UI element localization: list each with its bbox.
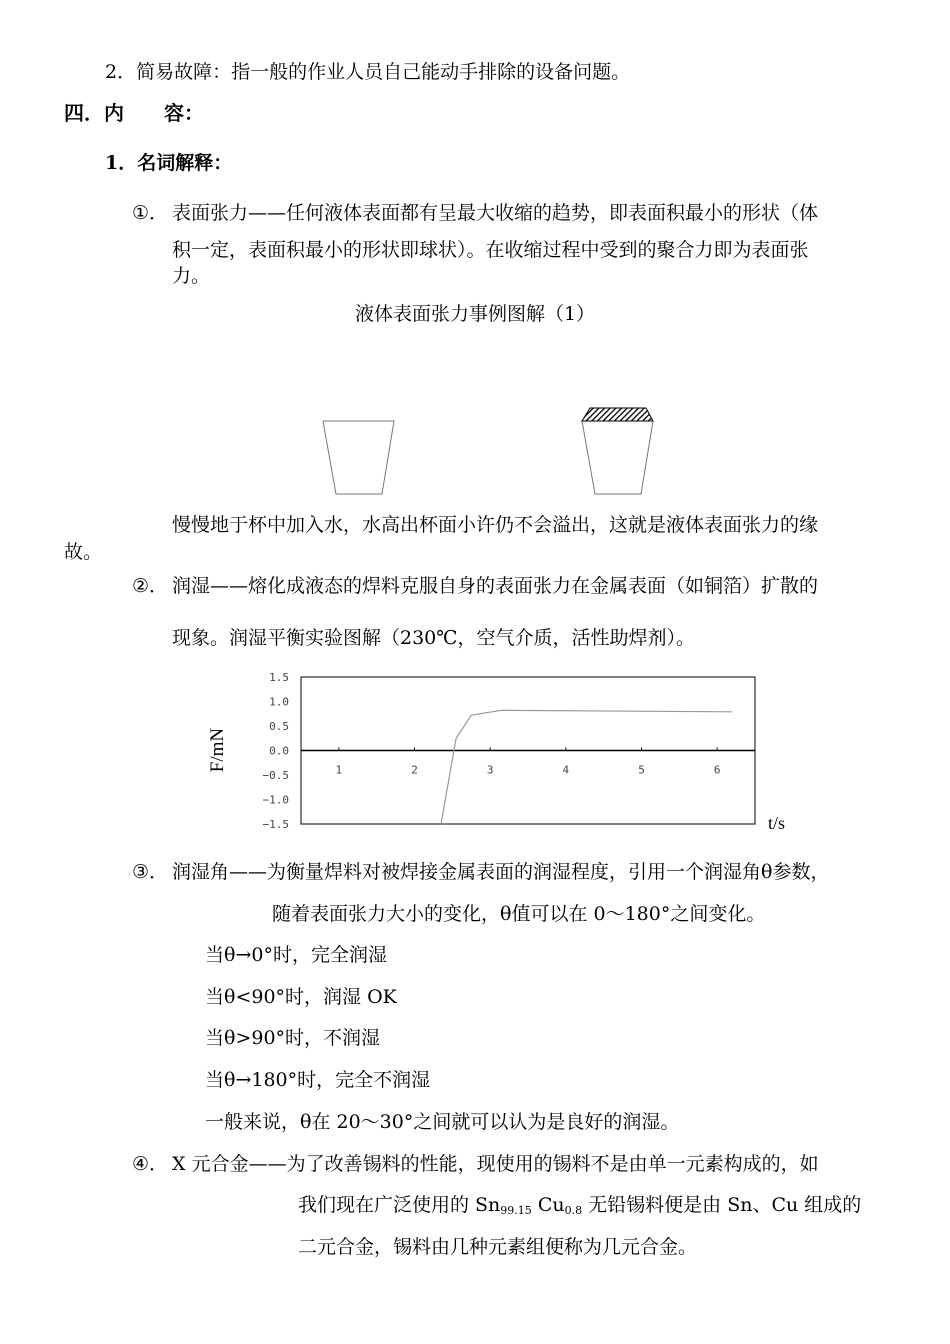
y-tick-label: 0.5 (269, 720, 289, 733)
item1-note-line2: 故。 (64, 541, 103, 563)
cup-illustration (300, 395, 680, 505)
item4-line2-pre: 我们现在广泛使用的 Sn (298, 1194, 501, 1216)
x-tick-label: 1 (335, 763, 343, 777)
wetting-force-line (441, 710, 732, 824)
item3-case-4: 当θ→180°时，完全不润湿 (205, 1069, 431, 1091)
sn-subscript: 99.15 (500, 1204, 532, 1217)
item4-line2-post: 无铅锡料便是由 Sn、Cu 组成的 (582, 1194, 862, 1216)
y-tick-label: 1.5 (269, 671, 289, 684)
y-tick-label: 0.0 (269, 744, 289, 758)
x-tick-label: 6 (713, 763, 721, 777)
item2-line2: 现象。润湿平衡实验图解（230℃，空气介质，活性助焊剂）。 (172, 627, 696, 649)
item3-case-1: 当θ→0°时，完全润湿 (205, 944, 387, 966)
item2-line1: 润湿——熔化成液态的焊料克服自身的表面张力在金属表面（如铜箔）扩散的 (172, 575, 819, 597)
y-tick-label: −1.5 (262, 818, 289, 831)
x-axis-label: t/s (768, 813, 786, 833)
item4-line2 (298, 1193, 861, 1223)
item1-marker: ①． (132, 202, 169, 224)
item3-line1: 润湿角——为衡量焊料对被焊接金属表面的润湿程度，引用一个润湿角θ参数， (172, 861, 830, 883)
cu-subscript: 0.8 (564, 1204, 583, 1217)
item3-case-2: 当θ<90°时，润湿 OK (205, 986, 397, 1008)
water-bulge (582, 408, 653, 421)
item4-line3: 二元合金，锡料由几种元素组便称为几元合金。 (298, 1236, 698, 1258)
x-tick-label: 5 (638, 763, 645, 777)
item1-note-line1: 慢慢地于杯中加入水，水高出杯面小许仍不会溢出，这就是液体表面张力的缘 (172, 514, 819, 536)
item1-line1: 表面张力——任何液体表面都有呈最大收缩的趋势，即表面积最小的形状（体 (172, 202, 819, 224)
item1-line2: 积一定，表面积最小的形状即球状）。在收缩过程中受到的聚合力即为表面张 (172, 239, 809, 261)
item4-marker: ④． (132, 1153, 169, 1175)
item3-case-3: 当θ>90°时，不润湿 (205, 1027, 381, 1049)
intro-line-2: 2．简易故障：指一般的作业人员自己能动手排除的设备问题。 (105, 61, 631, 83)
item1-line3: 力。 (172, 265, 211, 287)
item3-line2: 随着表面张力大小的变化，θ值可以在 0～180°之间变化。 (272, 903, 766, 925)
empty-cup (323, 421, 394, 494)
item4-line2-mid: Cu (531, 1194, 565, 1216)
y-tick-label: −1.0 (262, 793, 289, 807)
item3-summary: 一般来说，θ在 20～30°之间就可以认为是良好的润湿。 (205, 1111, 680, 1133)
y-tick-label: −0.5 (262, 769, 289, 782)
y-axis-label: F/mN (207, 727, 228, 773)
figure1-caption: 液体表面张力事例图解（1） (354, 303, 596, 325)
x-tick-label: 2 (411, 763, 418, 777)
x-tick-label: 3 (486, 763, 494, 777)
item2-marker: ②． (132, 575, 169, 597)
filled-cup (582, 421, 653, 494)
item4-line1: X 元合金——为了改善锡料的性能，现使用的锡料不是由单一元素构成的，如 (172, 1153, 819, 1175)
item3-marker: ③． (132, 861, 169, 883)
wetting-chart (195, 660, 805, 840)
y-tick-label: 1.0 (269, 695, 289, 709)
subsection-title: 1．名词解释： (105, 152, 233, 174)
section-title: 四．内 容： (64, 101, 204, 125)
x-tick-label: 4 (562, 763, 570, 777)
